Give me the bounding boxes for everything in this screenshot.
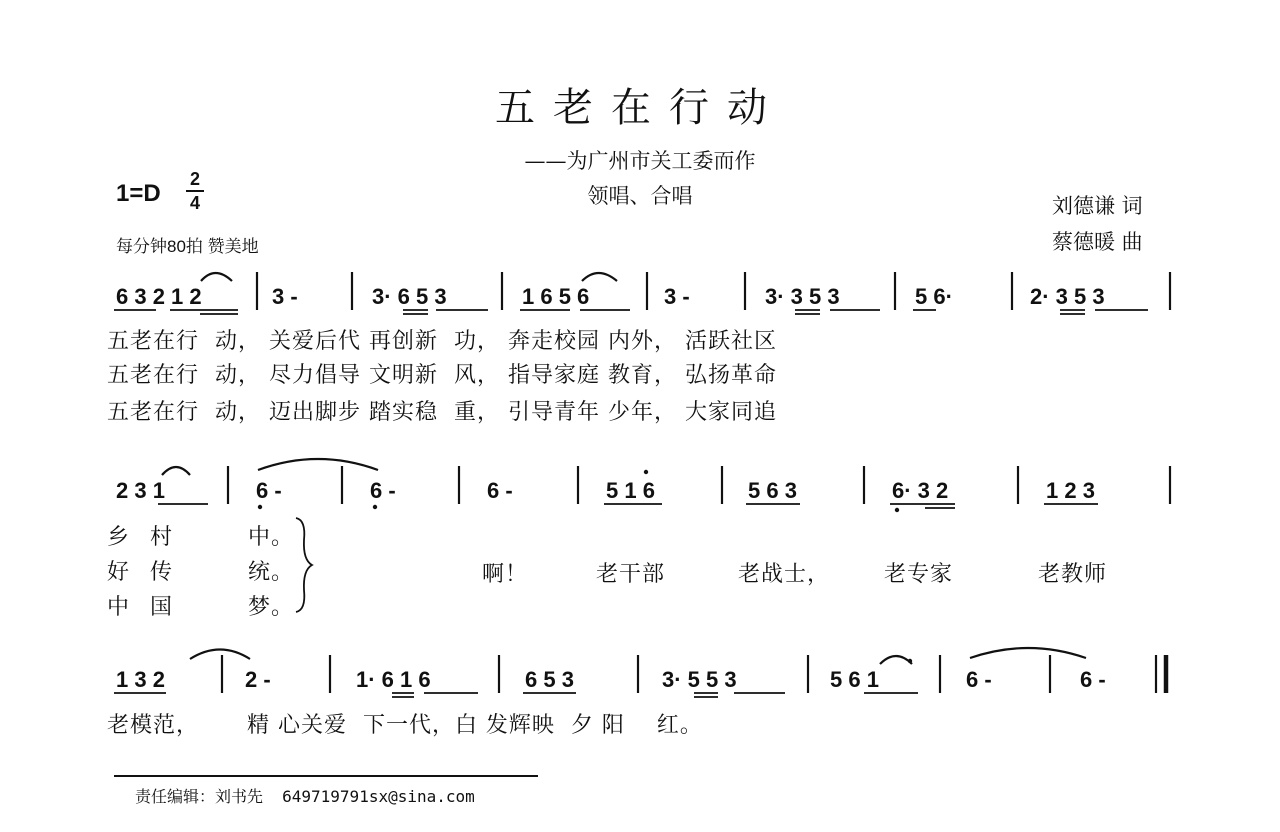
lyric-v1-end-2: 村: [150, 525, 174, 550]
lyric-v2-end-3: 统。: [248, 560, 295, 585]
time-signature-top: 2: [189, 169, 200, 189]
refrain-lyric: 老干部: [596, 562, 666, 587]
song-subtitle: ——为广州市关工委而作: [524, 149, 756, 173]
editor-email: 649719791sx@sina.com: [282, 787, 475, 806]
tie: [258, 459, 378, 470]
note-group: 1 3 2: [116, 667, 165, 692]
lyricist-credit: 刘德谦 词: [1052, 194, 1143, 218]
lyric-v2-end-1: 好: [107, 560, 131, 585]
note-group: 5 6 1: [830, 667, 879, 692]
slur: [162, 467, 190, 475]
note-group: 3 -: [272, 284, 298, 309]
editor-label: 责任编辑：: [135, 787, 216, 806]
note-group: 1 6 5 6: [522, 284, 590, 309]
note-group: 6 -: [256, 478, 282, 503]
composer-credit: 蔡德暖 曲: [1052, 230, 1143, 254]
editor-name: 刘书先: [215, 787, 264, 806]
refrain-lyric: 老战士，: [738, 562, 831, 587]
low-octave-dot: [373, 505, 377, 509]
lyric-v3-end-1: 中: [107, 595, 131, 620]
note-group: 3 -: [664, 284, 690, 309]
lyric-v1-end-1: 乡: [107, 525, 131, 550]
note-group: 2 -: [245, 667, 271, 692]
time-signature-bottom: 4: [189, 193, 200, 213]
tie: [970, 648, 1086, 658]
note-group: 5 6 3: [748, 478, 797, 503]
lyric-coda: 老模范， 精 心关爱 下一代，白 发辉映 夕 阳 红。: [107, 713, 703, 738]
note-group: 2 3 1: [116, 478, 165, 503]
high-octave-dot: [908, 659, 912, 663]
note-group: 6 -: [1080, 667, 1106, 692]
key-signature: 1=D: [116, 180, 161, 207]
lyric-verse-2: 五老在行 动， 尽力倡导 文明新 风， 指导家庭 教育， 弘扬革命: [107, 363, 777, 388]
lyric-verse-3: 五老在行 动， 迈出脚步 踏实稳 重， 引导青年 少年， 大家同追: [107, 400, 777, 425]
note-group: 6 5 3: [525, 667, 574, 692]
note-group: 3· 6 5 3: [372, 284, 447, 309]
low-octave-dot: [895, 508, 899, 512]
note-group: 2· 3 5 3: [1030, 284, 1105, 309]
note-group: 6· 3 2: [892, 478, 949, 503]
note-group: 6 -: [966, 667, 992, 692]
song-title: 五老在行动: [495, 85, 785, 131]
song-voicing: 领唱、合唱: [587, 184, 693, 208]
lyric-v3-end-2: 国: [150, 595, 174, 620]
note-group: 5 6·: [915, 284, 953, 309]
lyric-verse-1: 五老在行 动， 关爱后代 再创新 功， 奔走校园 内外， 活跃社区: [107, 329, 777, 354]
note-group: 6 -: [370, 478, 396, 503]
lyric-v3-end-3: 梦。: [248, 595, 295, 620]
high-octave-dot: [644, 470, 648, 474]
note-group: 6 3 2 1 2: [116, 284, 202, 309]
low-octave-dot: [258, 505, 262, 509]
refrain-lyric: 老专家: [884, 562, 954, 587]
lyric-v1-end-3: 中。: [248, 525, 295, 550]
slur: [582, 273, 617, 281]
note-group: 5 1 6: [606, 478, 655, 503]
refrain-lyric: 啊！: [482, 562, 529, 587]
note-group: 1 2 3: [1046, 478, 1095, 503]
lyric-v2-end-2: 传: [150, 560, 174, 585]
slur: [880, 656, 912, 664]
note-group: 6 -: [487, 478, 513, 503]
note-group: 3· 3 5 3: [765, 284, 840, 309]
tempo-marking: 每分钟80拍 赞美地: [116, 237, 259, 256]
verse-brace: [296, 518, 312, 612]
note-group: 1· 6 1 6: [356, 667, 431, 692]
refrain-lyric: 老教师: [1038, 562, 1108, 587]
note-group: 3· 5 5 3: [662, 667, 737, 692]
tie: [190, 650, 250, 660]
slur: [201, 273, 232, 281]
